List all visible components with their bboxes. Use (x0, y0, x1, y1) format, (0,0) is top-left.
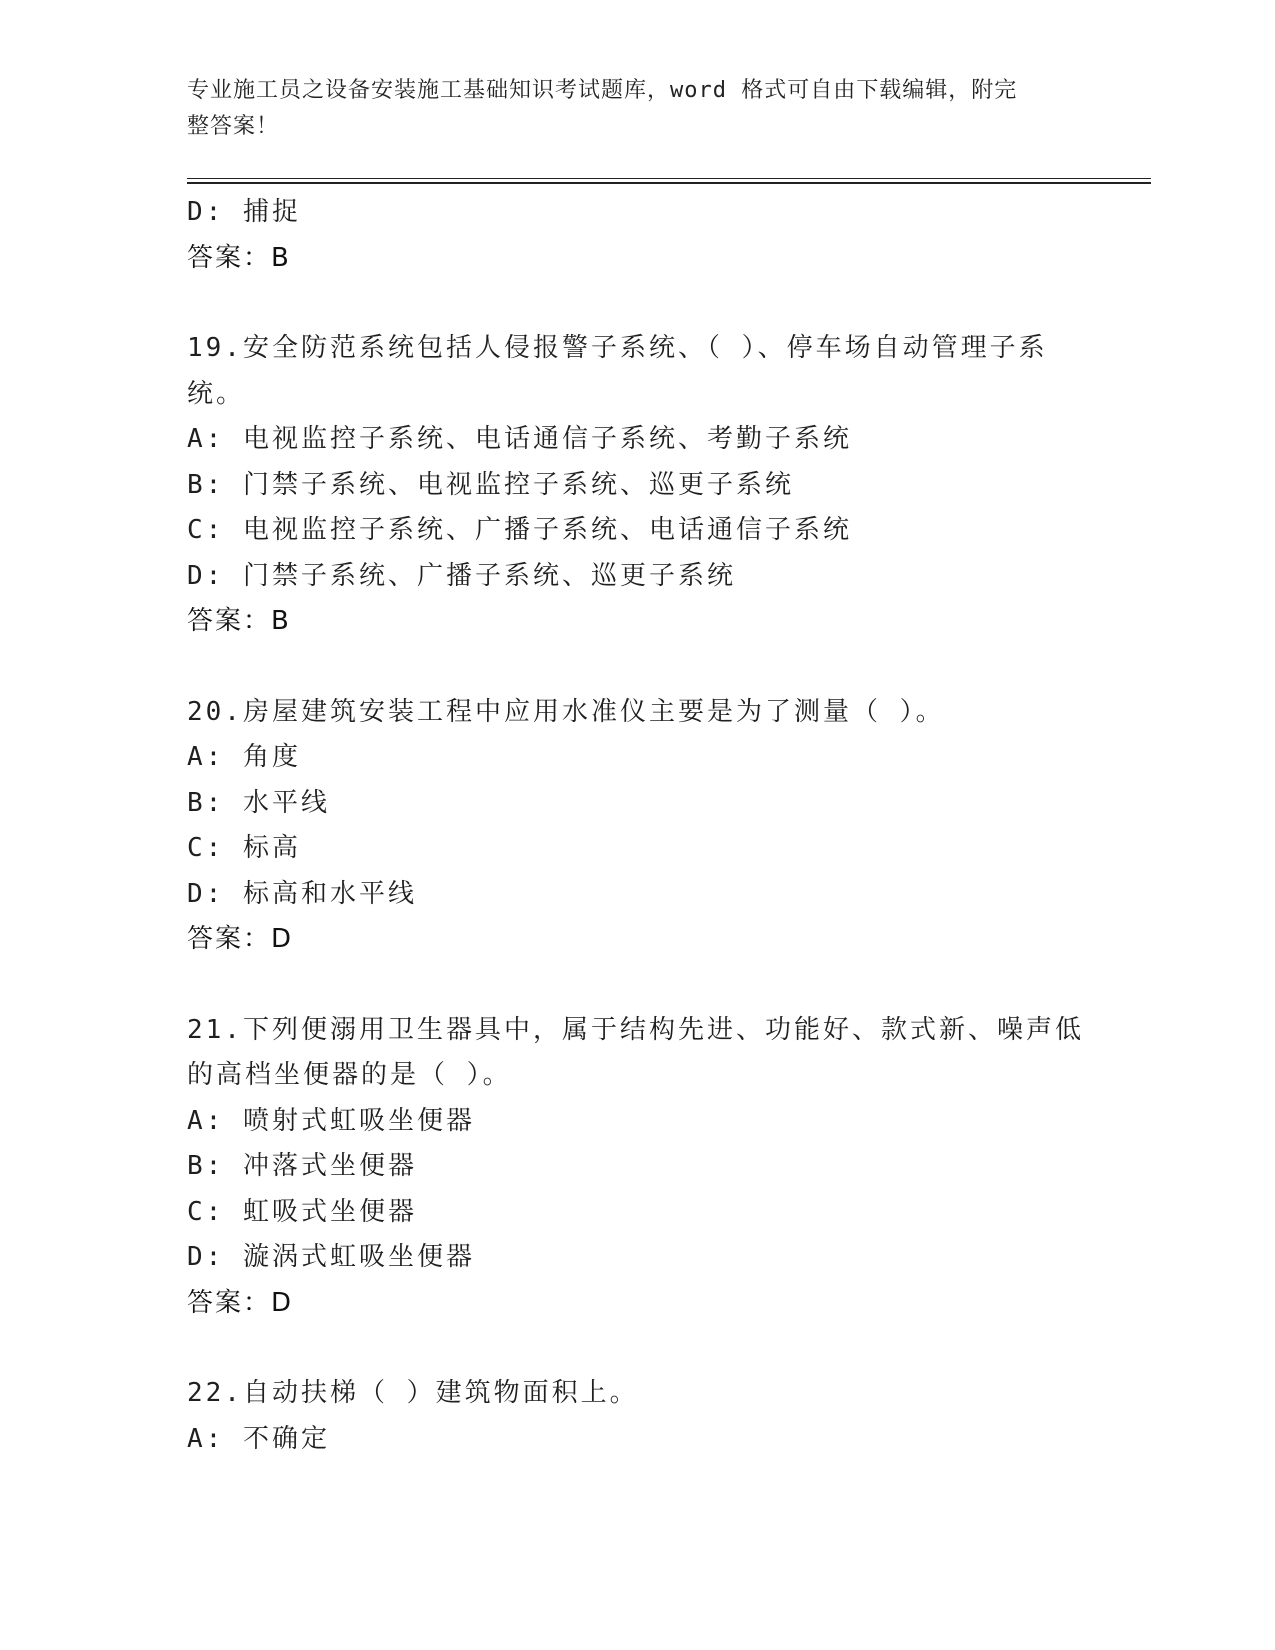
question-text: 19.安全防范系统包括人侵报警子系统、（ ）、停车场自动管理子系 (187, 333, 1048, 363)
question-text-cont: 的高档坐便器的是（ ）。 (187, 1060, 512, 1090)
option-b: B: 门禁子系统、电视监控子系统、巡更子系统 (187, 469, 794, 500)
option-c: C: 电视监控子系统、广播子系统、电话通信子系统 (187, 515, 852, 545)
header-line-2: 整答案！ (187, 114, 280, 139)
option-a: A: 电视监控子系统、电话通信子系统、考勤子系统 (187, 424, 852, 454)
spacer (187, 281, 1087, 326)
question-text: 20.房屋建筑安装工程中应用水准仪主要是为了测量（ ）。 (187, 696, 945, 727)
option-d: D: 门禁子系统、广播子系统、巡更子系统 (187, 560, 736, 591)
option-d: D: 标高和水平线 (187, 878, 417, 909)
question-21 (187, 1008, 1087, 1327)
option-a: A: 角度 (187, 742, 301, 772)
question-20 (187, 690, 1087, 963)
document-header (187, 73, 1077, 145)
answer: 答案：D (187, 1287, 294, 1318)
spacer (187, 645, 1087, 690)
option-d: D: 漩涡式虹吸坐便器 (187, 1242, 475, 1272)
question-text: 22.自动扶梯（ ）建筑物面积上。 (187, 1378, 639, 1408)
option-a: A: 不确定 (187, 1423, 330, 1454)
option-b: B: 冲落式坐便器 (187, 1151, 417, 1181)
spacer (187, 963, 1087, 1008)
header-line-1: 专业施工员之设备安装施工基础知识考试题库，word 格式可自由下载编辑，附完 (187, 78, 1018, 103)
option-c: C: 标高 (187, 833, 301, 863)
spacer (187, 1326, 1087, 1371)
question-19 (187, 326, 1087, 645)
option-c: C: 虹吸式坐便器 (187, 1196, 417, 1227)
question-22 (187, 1371, 1087, 1462)
option-a: A: 喷射式虹吸坐便器 (187, 1105, 475, 1136)
header-divider-bottom (187, 182, 1151, 184)
answer: 答案：B (187, 606, 291, 636)
prev-option-d: D: 捕捉 (187, 197, 301, 227)
prev-answer: 答案：B (187, 242, 291, 273)
question-list (187, 190, 1087, 1462)
option-b: B: 水平线 (187, 787, 330, 818)
question-text-cont: 统。 (187, 378, 246, 409)
answer: 答案：D (187, 924, 294, 954)
header-divider-top (187, 178, 1151, 179)
question-text: 21.下列便溺用卫生器具中，属于结构先进、功能好、款式新、噪声低 (187, 1014, 1084, 1045)
